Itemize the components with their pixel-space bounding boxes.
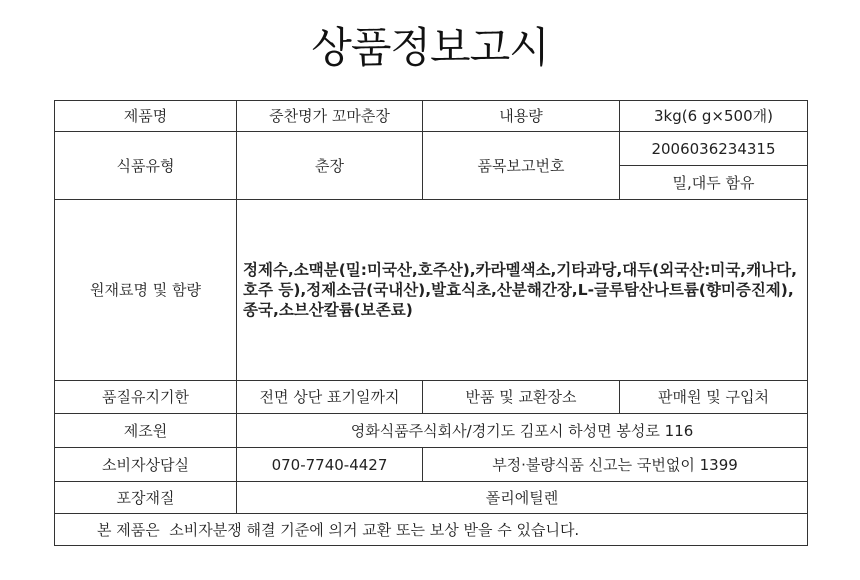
product-info-table bbox=[54, 100, 808, 546]
food-type-value: 춘장 bbox=[237, 132, 423, 200]
row-packaging bbox=[55, 482, 808, 514]
exchange-notice: 본 제품은 소비자분쟁 해결 기준에 의거 교환 또는 보상 받을 수 있습니다. bbox=[55, 514, 808, 546]
product-name-value: 중찬명가 꼬마춘장 bbox=[237, 101, 423, 132]
manufacturer-value: 영화식품주식회사/경기도 김포시 하성면 봉성로 116 bbox=[237, 414, 808, 448]
report-hotline-note: 부정·불량식품 신고는 국번없이 1399 bbox=[423, 448, 808, 482]
packaging-value: 폴리에틸렌 bbox=[237, 482, 808, 514]
ingredients-value: 정제수,소맥분(밀:미국산,호주산),카라멜색소,기타과당,대두(외국산:미국,캐나다,호주 등),정제소금(국내산),발효식초,산분해간장,L-글루탐산나트륨(향미증진제),종국,소브산칼륨(보존료) bbox=[237, 200, 808, 381]
row-manufacturer bbox=[55, 414, 808, 448]
consumer-contact-phone: 070-7740-4427 bbox=[237, 448, 423, 482]
allergen-value: 밀,대두 함유 bbox=[620, 166, 808, 200]
row-expiry bbox=[55, 381, 808, 414]
expiry-value: 전면 상단 표기일까지 bbox=[237, 381, 423, 414]
net-content-value: 3kg(6 g×500개) bbox=[620, 101, 808, 132]
consumer-contact-label: 소비자상담실 bbox=[55, 448, 237, 482]
product-name-label: 제품명 bbox=[55, 101, 237, 132]
food-type-label: 식품유형 bbox=[55, 132, 237, 200]
expiry-label: 품질유지기한 bbox=[55, 381, 237, 414]
manufacturer-label: 제조원 bbox=[55, 414, 237, 448]
net-content-label: 내용량 bbox=[423, 101, 620, 132]
page-title: 상품정보고시 bbox=[311, 23, 549, 72]
row-notice bbox=[55, 514, 808, 546]
ingredients-label: 원재료명 및 함량 bbox=[55, 200, 237, 381]
row-consumer-contact bbox=[55, 448, 808, 482]
packaging-label: 포장재질 bbox=[55, 482, 237, 514]
row-food-type bbox=[55, 132, 808, 166]
report-number-value: 2006036234315 bbox=[620, 132, 808, 166]
returns-value: 판매원 및 구입처 bbox=[620, 381, 808, 414]
returns-label: 반품 및 교환장소 bbox=[423, 381, 620, 414]
row-ingredients bbox=[55, 200, 808, 381]
row-product-name bbox=[55, 101, 808, 132]
report-number-label: 품목보고번호 bbox=[423, 132, 620, 200]
